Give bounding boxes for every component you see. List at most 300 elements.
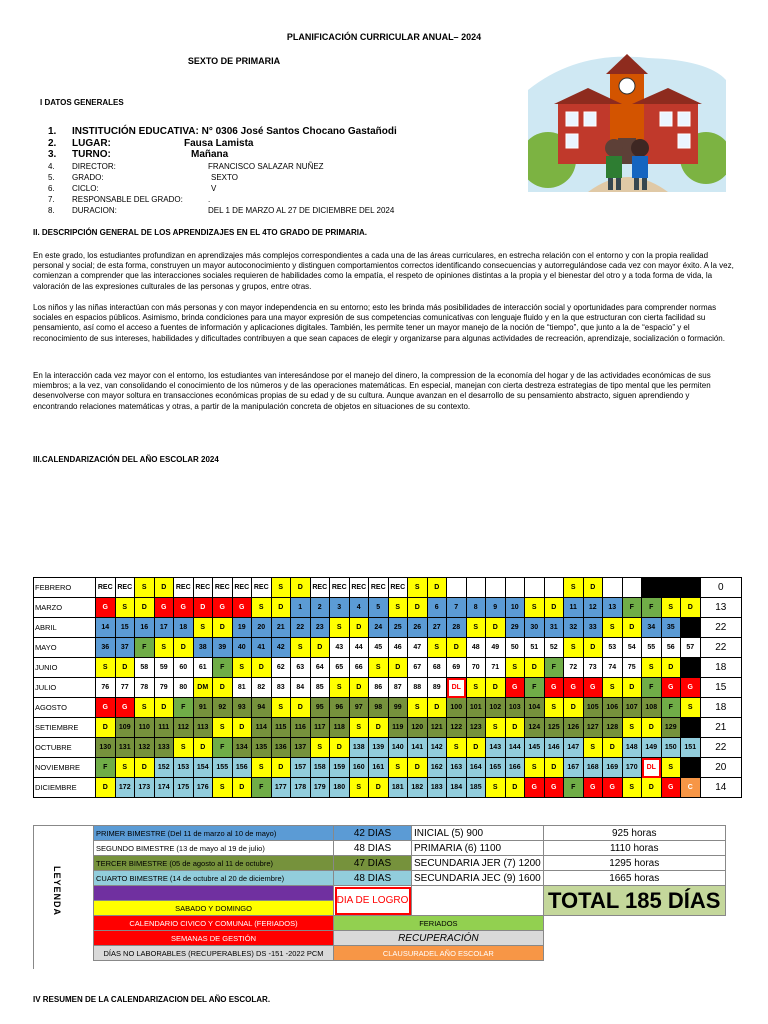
calendar-day-cell: 4 <box>349 598 369 618</box>
calendar-day-cell: REC <box>252 578 272 598</box>
calendar-day-cell: 78 <box>135 678 155 698</box>
calendar-day-cell: 143 <box>486 738 506 758</box>
calendar-day-cell: S <box>115 598 135 618</box>
calendar-day-cell: 134 <box>232 738 252 758</box>
legend-horas-secundaria-jec: 1665 horas <box>543 871 725 886</box>
legend-bimestre-3-days: 47 DIAS <box>334 856 412 871</box>
calendar-day-cell: 116 <box>291 718 311 738</box>
calendar-day-cell: S <box>466 618 486 638</box>
calendar-day-cell: 16 <box>135 618 155 638</box>
calendar-day-cell: 109 <box>115 718 135 738</box>
calendar-day-cell: 118 <box>330 718 350 738</box>
calendar-day-cell: 183 <box>427 778 447 798</box>
calendar-day-cell: 65 <box>330 658 350 678</box>
calendar-row <box>34 638 742 658</box>
paragraph-2: Los niños y las niñas interactúan con más personas y con mayor independencia en su entorno; esto les brinda más posibilidades de interacción social y oportunidades para comprender normas sociales en espacios públicos. Asimismo, brinda condiciones para una mayor expresión de sus competencias comunicativas con lenguaje fluido y en la que estructuran con cierta facilidad su pensamiento, así como el acceso a fuentes de información y aplicaciones digitales. También, les permite tener un mayor manejo de la noción de “tiempo”, que junto a la de “espacio” y el reconocimiento de sus intereses, habilidades y dificultades contribuyen a que sean capaces de elegir y organizarse para algunas actividades de recreación, aprendizaje, socialización o formación. <box>33 303 725 343</box>
calendar-day-cell: D <box>525 658 545 678</box>
calendar-day-cell: 2 <box>310 598 330 618</box>
calendar-day-cell: D <box>135 758 155 778</box>
calendar-day-cell: 49 <box>486 638 506 658</box>
calendar-day-cell: D <box>388 658 408 678</box>
calendar-month-label: DICIEMBRE <box>34 778 96 798</box>
datos-number: 8. <box>48 206 55 215</box>
calendar-day-cell: 137 <box>291 738 311 758</box>
calendar-day-cell: REC <box>174 578 194 598</box>
calendar-day-cell: 148 <box>622 738 642 758</box>
calendar-day-cell: 175 <box>174 778 194 798</box>
calendar-day-cell: 127 <box>583 718 603 738</box>
calendar-day-cell: S <box>135 578 155 598</box>
calendar-day-cell: D <box>622 618 642 638</box>
calendar-day-cell: REC <box>369 578 389 598</box>
datos-number: 2. <box>48 138 57 149</box>
calendar-day-cell: 81 <box>232 678 252 698</box>
calendar-day-cell: 110 <box>135 718 155 738</box>
datos-value: Mañana <box>191 149 229 160</box>
calendar-day-cell: S <box>232 658 252 678</box>
calendar-day-cell <box>681 758 701 778</box>
calendar-day-cell: G <box>564 678 584 698</box>
calendar-day-cell: D <box>174 638 194 658</box>
calendar-day-cell: 112 <box>174 718 194 738</box>
legend-horas-secundaria-jer: 1295 horas <box>543 856 725 871</box>
calendar-month-label: MARZO <box>34 598 96 618</box>
calendar-day-cell: 100 <box>447 698 467 718</box>
calendar-day-cell: REC <box>96 578 116 598</box>
calendar-row <box>34 698 742 718</box>
calendar-day-cell: 28 <box>447 618 467 638</box>
calendar-day-cell: 80 <box>174 678 194 698</box>
calendar-day-cell: 119 <box>388 718 408 738</box>
calendar-day-cell: D <box>213 618 233 638</box>
calendar-day-cell: S <box>427 638 447 658</box>
calendar-day-cell: G <box>115 698 135 718</box>
calendar-day-cell: 50 <box>505 638 525 658</box>
calendar-day-cell: S <box>525 598 545 618</box>
calendar-day-cell: D <box>154 698 174 718</box>
calendar-day-cell: REC <box>388 578 408 598</box>
calendar-month-total: 21 <box>700 718 742 738</box>
calendar-day-cell: S <box>544 698 564 718</box>
calendar-day-cell: 6 <box>427 598 447 618</box>
calendar-day-cell: S <box>642 658 662 678</box>
calendar-day-cell: 158 <box>310 758 330 778</box>
calendar-day-cell: 27 <box>427 618 447 638</box>
calendar-day-cell: 43 <box>330 638 350 658</box>
calendar-month-label: JUNIO <box>34 658 96 678</box>
calendar-day-cell: 125 <box>544 718 564 738</box>
datos-value: Fausa Lamista <box>184 138 254 149</box>
calendar-day-cell: 40 <box>232 638 252 658</box>
calendar-day-cell: 179 <box>310 778 330 798</box>
calendar-day-cell: 132 <box>135 738 155 758</box>
calendar-day-cell: 160 <box>349 758 369 778</box>
calendar-day-cell: 141 <box>408 738 428 758</box>
calendar-day-cell: 121 <box>427 718 447 738</box>
calendar-day-cell: 12 <box>583 598 603 618</box>
calendar-day-cell: G <box>681 678 701 698</box>
calendar-day-cell: 56 <box>661 638 681 658</box>
calendar-day-cell: F <box>642 678 662 698</box>
legend-recuperacion: RECUPERACIÓN <box>334 931 544 946</box>
calendar-day-cell: 107 <box>622 698 642 718</box>
calendar-day-cell: 5 <box>369 598 389 618</box>
calendar-day-cell: 162 <box>427 758 447 778</box>
calendar-day-cell: F <box>96 758 116 778</box>
calendar-month-label: MAYO <box>34 638 96 658</box>
datos-row <box>48 206 395 216</box>
calendar-month-label: JULIO <box>34 678 96 698</box>
calendar-day-cell: 176 <box>193 778 213 798</box>
legend-total-dias: TOTAL 185 DÍAS <box>543 886 725 916</box>
calendar-month-label: AGOSTO <box>34 698 96 718</box>
calendar-day-cell: 140 <box>388 738 408 758</box>
section-resumen-title: IV RESUMEN DE LA CALENDARIZACION DEL AÑO ESCOLAR. <box>33 995 271 1004</box>
calendar-day-cell: D <box>232 718 252 738</box>
legend-bimestre-2-days: 48 DIAS <box>334 841 412 856</box>
calendar-day-cell: 166 <box>505 758 525 778</box>
calendar-day-cell: REC <box>349 578 369 598</box>
calendar-day-cell: 111 <box>154 718 174 738</box>
page-title: PLANIFICACIÓN CURRICULAR ANUAL– 2024 <box>286 32 482 42</box>
calendar-day-cell: G <box>232 598 252 618</box>
calendar-day-cell: D <box>583 578 603 598</box>
calendar-day-cell: F <box>525 678 545 698</box>
calendar-day-cell: 174 <box>154 778 174 798</box>
calendar-day-cell: 88 <box>408 678 428 698</box>
calendar-day-cell: D <box>681 598 701 618</box>
calendar-day-cell: 1 <box>291 598 311 618</box>
calendar-day-cell: S <box>330 678 350 698</box>
calendar-day-cell: F <box>544 658 564 678</box>
calendar-day-cell: 68 <box>427 658 447 678</box>
calendar-day-cell <box>681 578 701 598</box>
calendar-day-cell: G <box>661 678 681 698</box>
section-datos-generales: I DATOS GENERALES <box>40 98 124 107</box>
calendar-day-cell: S <box>486 778 506 798</box>
calendar-day-cell: S <box>622 718 642 738</box>
calendar-day-cell: D <box>544 598 564 618</box>
calendar-day-cell: 136 <box>271 738 291 758</box>
calendar-day-cell: 87 <box>388 678 408 698</box>
calendar-day-cell: 75 <box>622 658 642 678</box>
calendar-day-cell: D <box>193 738 213 758</box>
calendar-day-cell: D <box>661 658 681 678</box>
calendar-day-cell: C <box>681 778 701 798</box>
calendar-month-total: 0 <box>700 578 742 598</box>
calendar-day-cell: 172 <box>115 778 135 798</box>
calendar-month-total: 22 <box>700 638 742 658</box>
calendar-day-cell: 181 <box>388 778 408 798</box>
calendar-day-cell: 15 <box>115 618 135 638</box>
calendar-day-cell: 58 <box>135 658 155 678</box>
calendar-day-cell: 47 <box>408 638 428 658</box>
calendar-day-cell: 70 <box>466 658 486 678</box>
datos-row <box>48 162 324 172</box>
calendar-day-cell: F <box>564 778 584 798</box>
calendar-day-cell: 97 <box>349 698 369 718</box>
calendar-day-cell: G <box>544 678 564 698</box>
calendar-day-cell: 20 <box>252 618 272 638</box>
datos-label: TURNO: <box>72 149 111 160</box>
calendar-day-cell: REC <box>330 578 350 598</box>
calendar-month-total: 15 <box>700 678 742 698</box>
calendar-day-cell: S <box>310 738 330 758</box>
legend-bimestre-3: TERCER BIMESTRE (05 de agosto al 11 de octubre) <box>94 856 334 871</box>
calendar-day-cell: 92 <box>213 698 233 718</box>
calendar-day-cell: 91 <box>193 698 213 718</box>
datos-value: . <box>208 195 211 204</box>
calendar-day-cell: G <box>583 678 603 698</box>
legend-feriados: FERIADOS <box>334 916 544 931</box>
calendar-day-cell: 82 <box>252 678 272 698</box>
calendar-day-cell: 63 <box>291 658 311 678</box>
calendar-day-cell: D <box>642 718 662 738</box>
calendar-day-cell: 135 <box>252 738 272 758</box>
legend-bimestre-4-days: 48 DIAS <box>334 871 412 886</box>
calendar-day-cell: 46 <box>388 638 408 658</box>
calendar-day-cell: S <box>213 778 233 798</box>
calendar-day-cell: 146 <box>544 738 564 758</box>
calendar-day-cell: D <box>505 718 525 738</box>
calendar-day-cell: 34 <box>642 618 662 638</box>
calendar-day-cell: 153 <box>174 758 194 778</box>
calendar-day-cell: 139 <box>369 738 389 758</box>
calendar-month-label: SETIEMBRE <box>34 718 96 738</box>
paragraph-1: En este grado, los estudiantes profundizan en aprendizajes más complejos correspondientes a cada una de las áreas curriculares, en estrecha relación con el entorno y con la propia realidad personal y social; de esta forma, construyen un mayor autoconocimiento y distinguen comportamientos correctos identificando consecuencias y autorregulándose cada vez con mayor éxito. A la vez, comienzan a comprender que las interacciones sociales requieren de habilidades como la empatía, el respeto de opiniones distintas a la propia y el bienestar del otro y a toda forma de vida, la valoración de las expresiones culturales de las personas y grupos, entre otras. <box>33 251 734 291</box>
calendar-day-cell <box>622 578 642 598</box>
calendar-day-cell: D <box>544 758 564 778</box>
calendar-day-cell: 25 <box>388 618 408 638</box>
calendar-day-cell: 149 <box>642 738 662 758</box>
calendar-day-cell: 113 <box>193 718 213 738</box>
calendar-day-cell: D <box>369 718 389 738</box>
calendar-day-cell: 167 <box>564 758 584 778</box>
calendar-day-cell: 105 <box>583 698 603 718</box>
calendar-day-cell: 177 <box>271 778 291 798</box>
datos-label: GRADO: <box>72 173 104 182</box>
calendar-day-cell: 52 <box>544 638 564 658</box>
calendar-row <box>34 758 742 778</box>
calendar-day-cell: S <box>369 658 389 678</box>
calendar-day-cell: S <box>135 698 155 718</box>
calendar-day-cell: 14 <box>96 618 116 638</box>
calendar-day-cell: 79 <box>154 678 174 698</box>
legend-horas-primaria: 1110 horas <box>543 841 725 856</box>
datos-label: RESPONSABLE DEL GRADO: <box>72 195 183 204</box>
calendar-day-cell: G <box>505 678 525 698</box>
legend-nivel-primaria: PRIMARIA (6) 1100 <box>412 841 544 856</box>
calendar-day-cell: S <box>661 598 681 618</box>
calendar-day-cell <box>681 658 701 678</box>
calendar-day-cell: 84 <box>291 678 311 698</box>
calendar-day-cell: 38 <box>193 638 213 658</box>
calendar-day-cell: 37 <box>115 638 135 658</box>
datos-number: 7. <box>48 195 55 204</box>
calendar-day-cell: 21 <box>271 618 291 638</box>
calendar-day-cell: 83 <box>271 678 291 698</box>
legend-purple-swatch <box>94 886 334 901</box>
calendar-day-cell: 114 <box>252 718 272 738</box>
calendar-day-cell: 86 <box>369 678 389 698</box>
calendar-month-total: 18 <box>700 658 742 678</box>
calendar-day-cell: 95 <box>310 698 330 718</box>
legend-clausura: CLAUSURADEL AÑO ESCOLAR <box>334 946 544 961</box>
calendar-day-cell: F <box>642 598 662 618</box>
calendar-day-cell: 73 <box>583 658 603 678</box>
page-subtitle: SEXTO DE PRIMARIA <box>187 56 281 66</box>
calendar-day-cell: 133 <box>154 738 174 758</box>
calendar-day-cell: 17 <box>154 618 174 638</box>
calendar-day-cell: S <box>213 718 233 738</box>
calendar-day-cell: S <box>486 718 506 738</box>
datos-value: V <box>211 184 217 193</box>
calendar-day-cell: 102 <box>486 698 506 718</box>
datos-number: 3. <box>48 149 57 160</box>
calendar-day-cell: S <box>505 658 525 678</box>
calendar-day-cell: 154 <box>193 758 213 778</box>
calendar-day-cell: 26 <box>408 618 428 638</box>
calendar-day-cell: 180 <box>330 778 350 798</box>
calendar-day-cell: D <box>427 698 447 718</box>
calendar-day-cell: 41 <box>252 638 272 658</box>
calendar-day-cell: D <box>603 738 623 758</box>
calendar-day-cell: 120 <box>408 718 428 738</box>
calendar-day-cell: 163 <box>447 758 467 778</box>
calendar-day-cell: 74 <box>603 658 623 678</box>
datos-row <box>48 126 397 137</box>
calendar-month-label: FEBRERO <box>34 578 96 598</box>
calendar-day-cell: 108 <box>642 698 662 718</box>
calendar-day-cell: 3 <box>330 598 350 618</box>
calendar-day-cell: S <box>115 758 135 778</box>
calendar-day-cell: 62 <box>271 658 291 678</box>
calendar-day-cell: G <box>174 598 194 618</box>
calendar-day-cell: 39 <box>213 638 233 658</box>
calendar-day-cell: F <box>213 738 233 758</box>
legend-dia-de-logro: DIA DE LOGRO <box>334 886 412 916</box>
calendar-day-cell: D <box>232 778 252 798</box>
calendar-day-cell: S <box>252 598 272 618</box>
calendar-day-cell: D <box>447 638 467 658</box>
calendar-day-cell: S <box>96 658 116 678</box>
calendar-day-cell: 152 <box>154 758 174 778</box>
legend-bimestre-1: PRIMER BIMESTRE (Del 11 de marzo al 10 de mayo) <box>94 826 334 841</box>
calendar-day-cell: REC <box>213 578 233 598</box>
calendar-day-cell: 168 <box>583 758 603 778</box>
calendar-day-cell <box>642 578 662 598</box>
datos-value: DEL 1 DE MARZO AL 27 DE DICIEMBRE DEL 2024 <box>208 206 395 215</box>
calendar-day-cell: S <box>408 698 428 718</box>
calendar-day-cell: 44 <box>349 638 369 658</box>
calendar-day-cell: G <box>661 778 681 798</box>
legend-sabado-domingo: SABADO Y DOMINGO <box>94 901 334 916</box>
calendar-day-cell: 178 <box>291 778 311 798</box>
calendar-day-cell: 60 <box>174 658 194 678</box>
legend-dias-no-laborables: DÍAS NO LABORABLES (RECUPERABLES) DS -151 -2022 PCM <box>94 946 334 961</box>
calendar-day-cell: 7 <box>447 598 467 618</box>
calendar-day-cell: 156 <box>232 758 252 778</box>
calendar-day-cell: F <box>661 698 681 718</box>
calendar-day-cell: D <box>135 598 155 618</box>
calendar-month-total: 13 <box>700 598 742 618</box>
calendar-row <box>34 678 742 698</box>
datos-label: DIRECTOR: <box>72 162 116 171</box>
calendar-day-cell: 165 <box>486 758 506 778</box>
calendar-day-cell <box>447 578 467 598</box>
calendar-day-cell: 93 <box>232 698 252 718</box>
calendar-day-cell: S <box>271 698 291 718</box>
datos-number: 1. <box>48 126 57 137</box>
calendar-table <box>33 577 742 798</box>
datos-row <box>48 149 229 160</box>
calendar-row <box>34 598 742 618</box>
calendar-day-cell: S <box>193 618 213 638</box>
calendar-day-cell: 42 <box>271 638 291 658</box>
calendar-day-cell: 45 <box>369 638 389 658</box>
calendar-day-cell: D <box>408 758 428 778</box>
calendar-day-cell: D <box>252 658 272 678</box>
calendar-day-cell: 129 <box>661 718 681 738</box>
calendar-day-cell: D <box>583 638 603 658</box>
paragraph-3: En la interacción cada vez mayor con el entorno, los estudiantes van interesándose por el manejo del dinero, la compression de la economía del hogar y de las actividades económicas de sus miembros; a la vez, van consolidando el conocimiento de los números y de las operaciones matemáticas. En especial, manejan con cierta destreza estrategias de tipo mental que les permiten desenvolverse con mayor soltura en transacciones económicas propias de su edad y de su cultura. Aunque avanzan en el desarrollo de su pensamiento abstracto, siguen aprendiendo y encontrando relaciones matemáticas y otras, a partir de la manipulación concreta de objetos en situaciones de su contexto. <box>33 371 711 411</box>
calendar-day-cell: D <box>291 698 311 718</box>
calendar-day-cell: 29 <box>505 618 525 638</box>
calendar-day-cell: 151 <box>681 738 701 758</box>
calendar-day-cell: S <box>564 638 584 658</box>
calendar-day-cell: 103 <box>505 698 525 718</box>
calendar-day-cell: 169 <box>603 758 623 778</box>
calendar-day-cell: 184 <box>447 778 467 798</box>
calendar-day-cell: 76 <box>96 678 116 698</box>
section-calendarizacion-title: III.CALENDARIZACIÓN DEL AÑO ESCOLAR 2024 <box>33 455 219 464</box>
calendar-day-cell: 106 <box>603 698 623 718</box>
calendar-day-cell: D <box>408 598 428 618</box>
calendar-day-cell: REC <box>232 578 252 598</box>
calendar-day-cell: S <box>447 738 467 758</box>
datos-row <box>48 195 211 205</box>
calendar-day-cell <box>486 578 506 598</box>
calendar-day-cell: D <box>310 638 330 658</box>
legend-vertical-label: LEYENDA <box>52 866 62 917</box>
datos-label: DURACION: <box>72 206 117 215</box>
calendar-day-cell: 150 <box>661 738 681 758</box>
calendar-day-cell <box>525 578 545 598</box>
datos-row <box>48 184 217 194</box>
legend-nivel-inicial: INICIAL (5) 900 <box>412 826 544 841</box>
calendar-day-cell: S <box>174 738 194 758</box>
calendar-day-cell: 99 <box>388 698 408 718</box>
calendar-day-cell: 30 <box>525 618 545 638</box>
calendar-month-total: 22 <box>700 618 742 638</box>
calendar-day-cell: F <box>213 658 233 678</box>
calendar-day-cell: 98 <box>369 698 389 718</box>
calendar-day-cell <box>466 578 486 598</box>
calendar-day-cell: S <box>603 618 623 638</box>
calendar-day-cell: 61 <box>193 658 213 678</box>
calendar-day-cell: G <box>154 598 174 618</box>
calendar-day-cell: DM <box>193 678 213 698</box>
calendar-day-cell: 155 <box>213 758 233 778</box>
calendar-day-cell: 33 <box>583 618 603 638</box>
legend-table <box>93 825 726 961</box>
calendar-day-cell: 164 <box>466 758 486 778</box>
calendar-day-cell: 11 <box>564 598 584 618</box>
calendar-day-cell: S <box>466 678 486 698</box>
calendar-day-cell: 130 <box>96 738 116 758</box>
calendar-day-cell <box>505 578 525 598</box>
calendar-day-cell: F <box>622 598 642 618</box>
